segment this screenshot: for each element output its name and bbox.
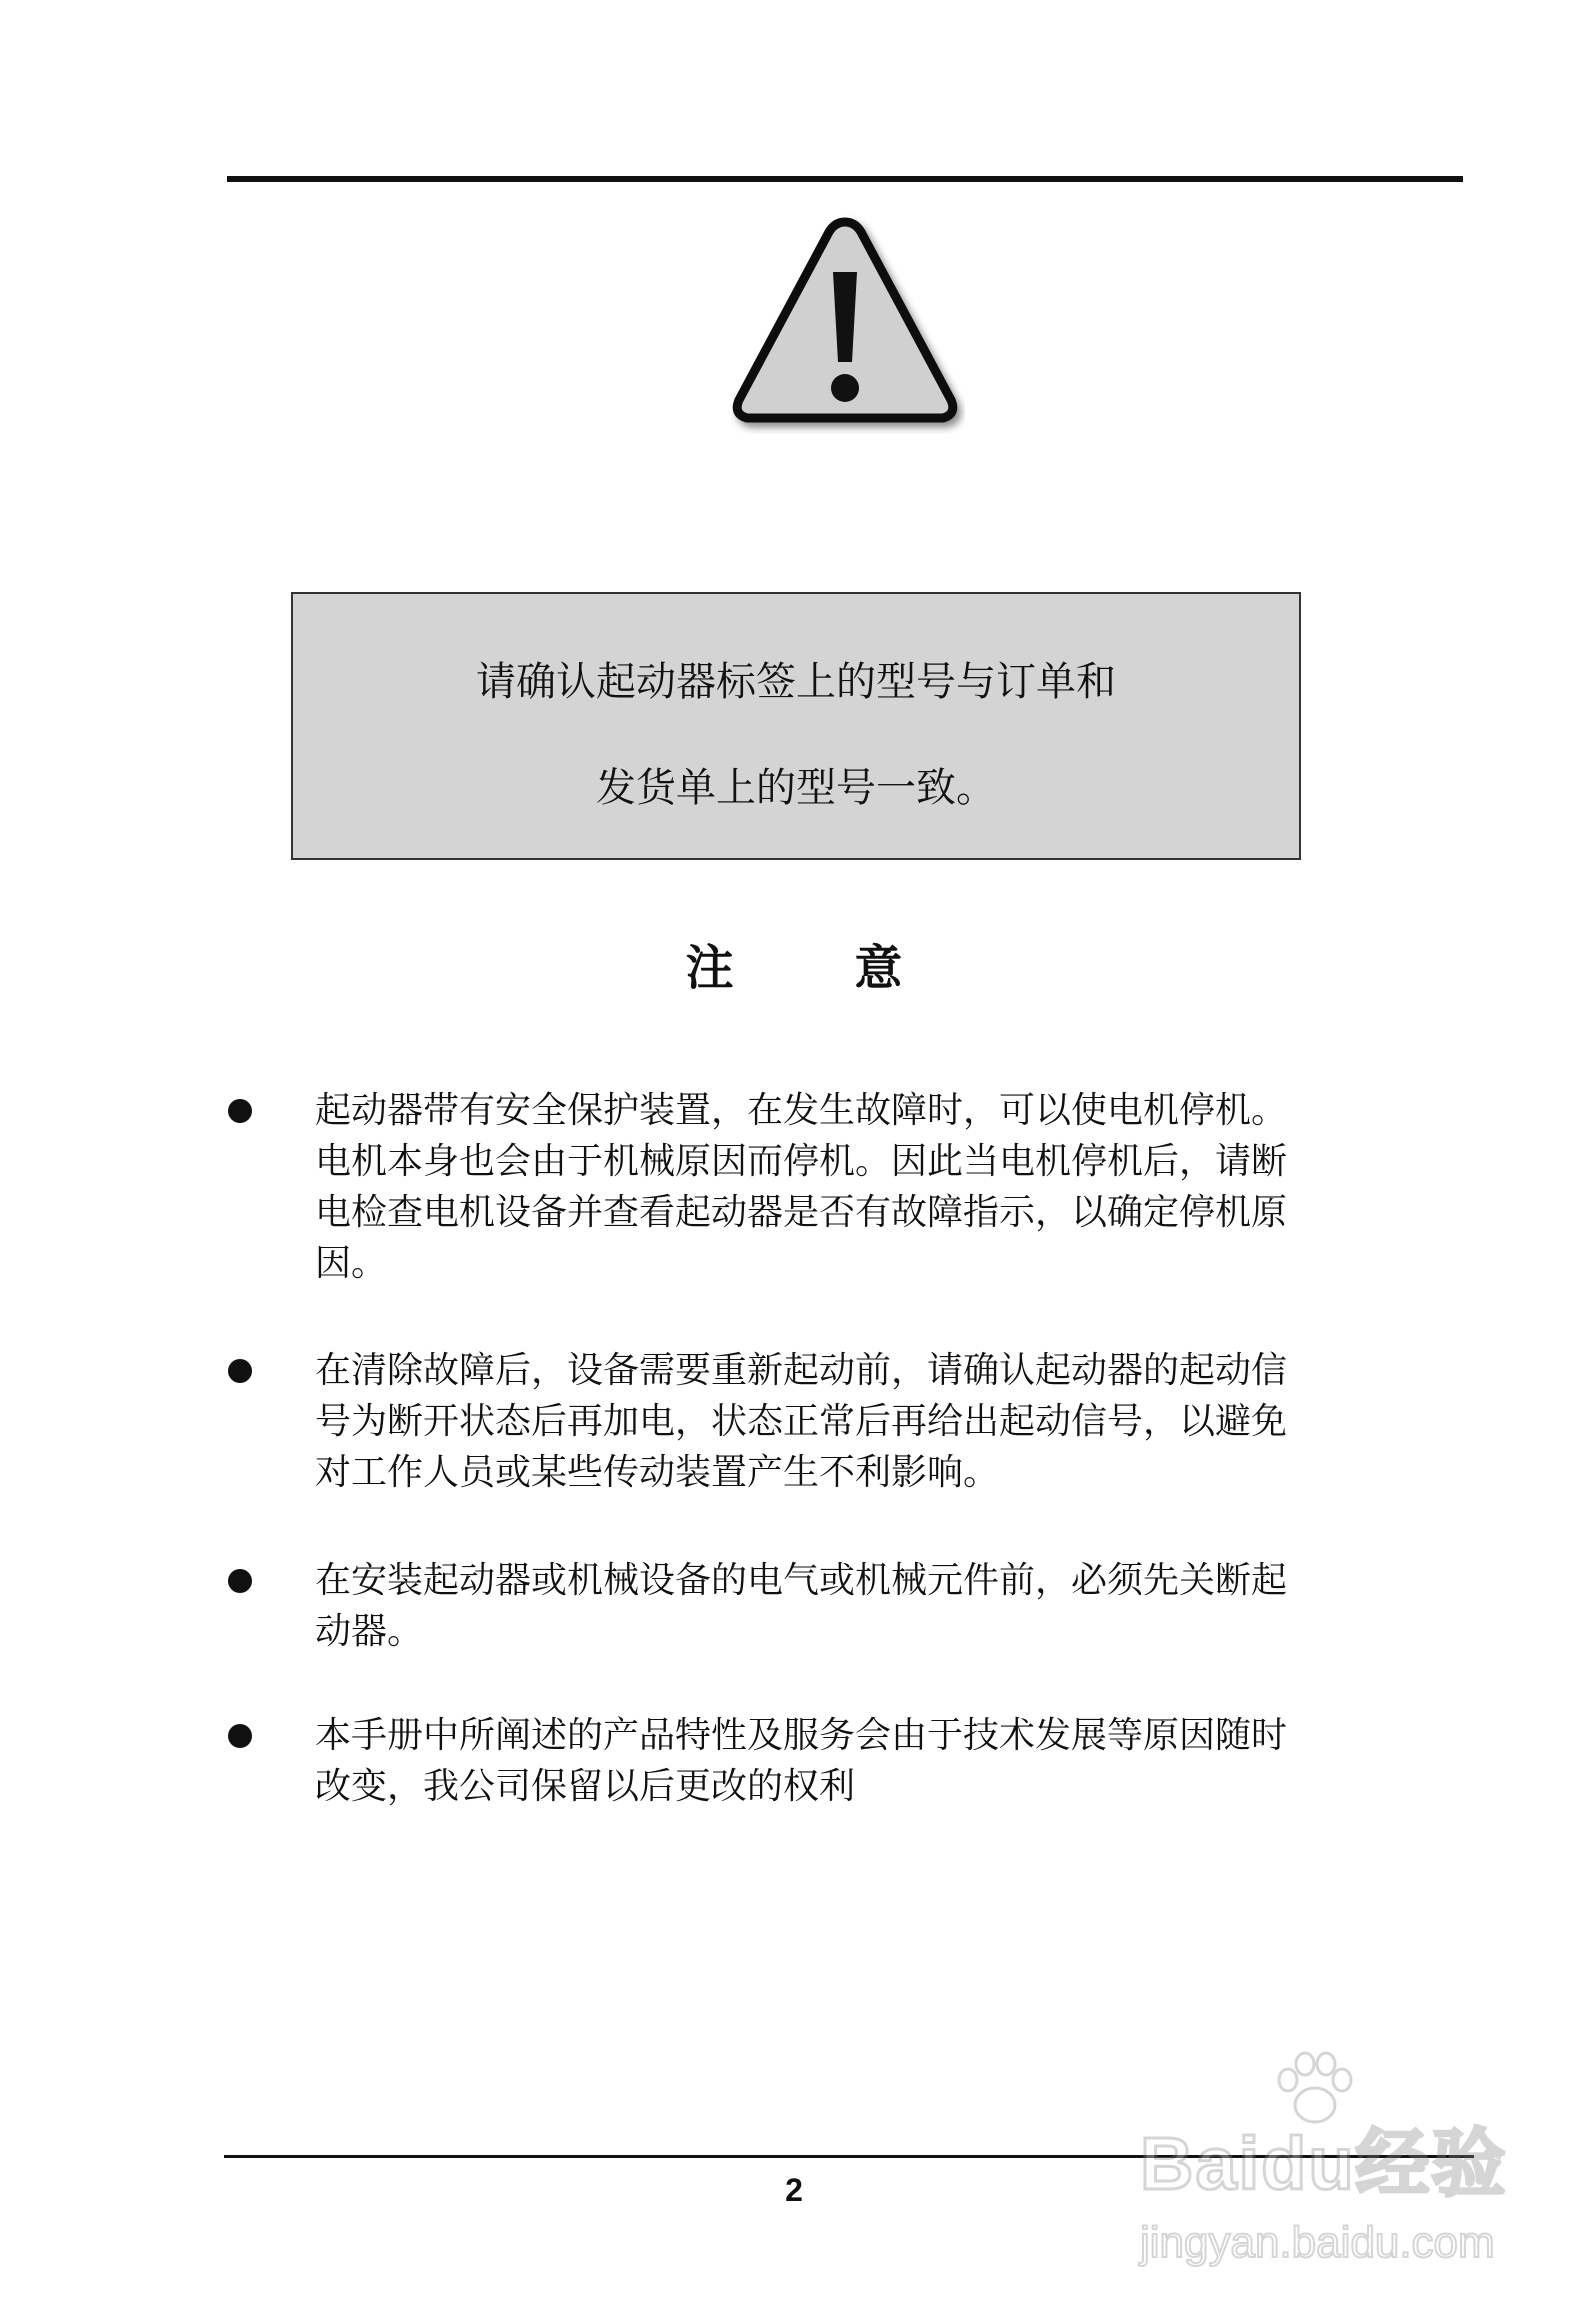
watermark — [1130, 2050, 1510, 2280]
watermark-brand: Baidu经验 — [1140, 2122, 1508, 2205]
list-item-text: 本手册中所阐述的产品特性及服务会由于技术发展等原因随时改变，我公司保留以后更改的权利 — [315, 1715, 1288, 1807]
notice-line-1: 请确认起动器标签上的型号与订单和 — [476, 659, 1116, 705]
list-item-text: 起动器带有安全保护装置，在发生故障时，可以使电机停机。电机本身也会由于机械原因而停机。因此当电机停机后，请断电检查电机设备并查看起动器是否有故障指示，以确定停机原因。 — [315, 1090, 1288, 1284]
page-number: 2 — [785, 2172, 803, 2208]
notice-box — [291, 592, 1301, 860]
bullet-dot-icon — [228, 1724, 252, 1748]
bullet-dot-icon — [228, 1359, 252, 1383]
section-title: 注 意 — [685, 940, 955, 996]
warning-triangle-icon — [725, 210, 965, 435]
list-item-text: 在清除故障后，设备需要重新起动前，请确认起动器的起动信号为断开状态后再加电，状态正常后再给出起动信号，以避免对工作人员或某些传动装置产生不利影响。 — [315, 1350, 1288, 1493]
list-item-text: 在安装起动器或机械设备的电气或机械元件前，必须先关断起动器。 — [315, 1560, 1288, 1652]
bullet-dot-icon — [228, 1099, 252, 1123]
notice-line-2: 发货单上的型号一致。 — [596, 765, 996, 811]
watermark-url: jingyan.baidu.com — [1140, 2218, 1495, 2267]
top-rule — [227, 176, 1463, 182]
bullet-dot-icon — [228, 1569, 252, 1593]
